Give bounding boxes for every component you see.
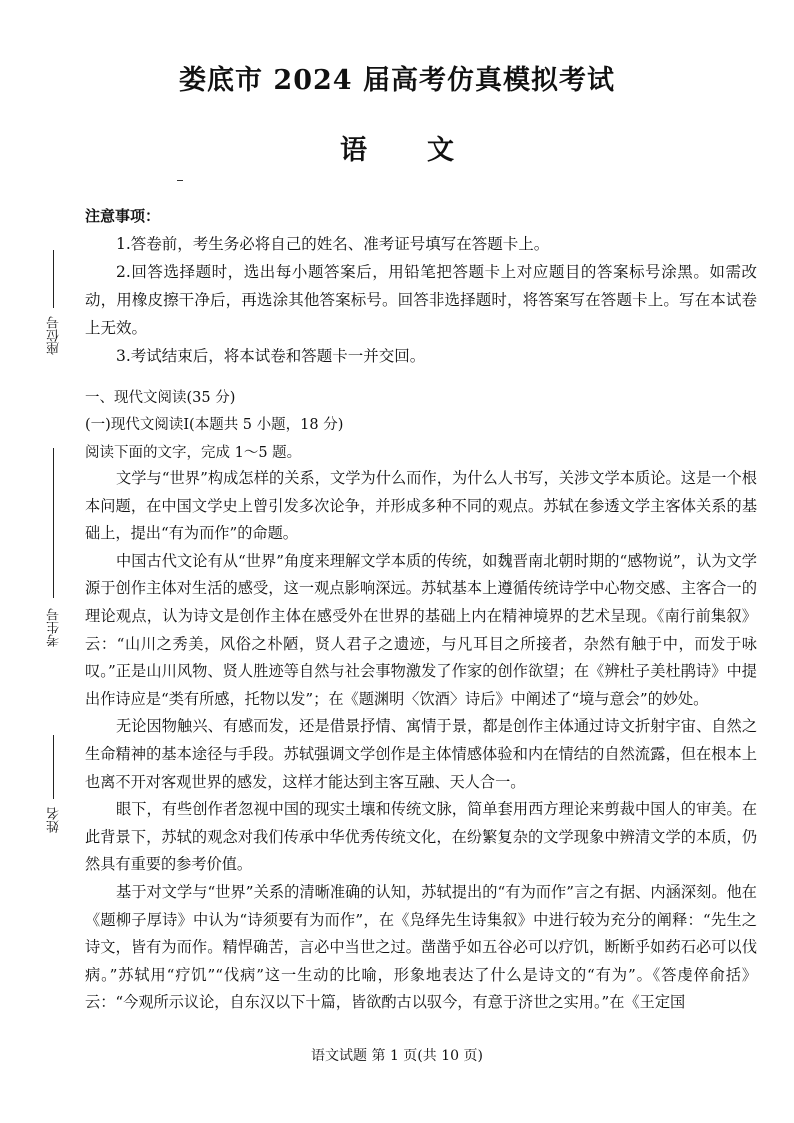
passage-paragraph: 文学与“世界”构成怎样的关系，文学为什么而作，为什么人书写，关涉文学本质论。这是一个根本问题，在中国文学史上曾引发多次论争，并形成多种不同的观点。苏轼在参透文学主客体关系的基础上，提出“有为而作”的命题。 (85, 469, 757, 543)
subject-title: 语文 (340, 135, 514, 166)
section-heading: 一、现代文阅读(35 分) (85, 390, 236, 406)
notice-item: 2.回答选择题时，选出每小题答案后，用铅笔把答题卡上对应题目的答案标号涂黑。如需改动，用橡皮擦干净后，再选涂其他答案标号。回答非选择题时，将答案写在答题卡上。写在本试卷上无效。 (85, 263, 757, 337)
seat-number-label: 座位号 (47, 316, 62, 355)
name-line (53, 735, 54, 799)
exam-number-line (53, 448, 54, 598)
notice-list (85, 230, 757, 370)
seat-number-field (42, 250, 66, 380)
notice-item: 1.答卷前，考生务必将自己的姓名、准考证号填写在答题卡上。 (116, 235, 550, 253)
notice-heading: 注意事项： (85, 207, 161, 225)
reading-passage (85, 465, 757, 1017)
subsection-heading: (一)现代文阅读Ⅰ(本题共 5 小题，18 分) (85, 417, 344, 433)
seat-number-line (53, 250, 54, 308)
passage-paragraph: 眼下，有些创作者忽视中国的现实土壤和传统文脉，简单套用西方理论来剪裁中国人的审美。在此背景下，苏轼的观念对我们传承中华优秀传统文化，在纷繁复杂的文学现象中辨清文学的本质，仍然具有重要的参考价值。 (85, 800, 757, 874)
name-label: 姓名 (47, 807, 62, 833)
name-field (42, 735, 66, 845)
exam-number-label: 考生号 (47, 608, 62, 647)
passage-paragraph: 无论因物触兴、有感而发，还是借景抒情、寓情于景，都是创作主体通过诗文折射宇宙、自然之生命精神的基本途径与手段。苏轼强调文学创作是主体情感体验和内在情结的自然流露，但在根本上也离不开对客观世界的感发，这样才能达到主客互融、天人合一。 (85, 717, 757, 791)
exam-number-field (42, 448, 66, 658)
exam-title: 娄底市 2024 届高考仿真模拟考试 (179, 65, 615, 96)
passage-paragraph: 中国古代文论有从“世界”角度来理解文学本质的传统，如魏晋南北朝时期的“感物说”，认为文学源于创作主体对生活的感受，这一观点影响深远。苏轼基本上遵循传统诗学中心物交感、主客合一的理论观点，认为诗文是创作主体在感受外在世界的基础上内在精神境界的艺术呈现。《南行前集叙》云：“山川之秀美，风俗之朴陋，贤人君子之遗迹，与凡耳目之所接者，杂然有触于中，而发于咏叹。”正是山川风物、贤人胜迹等自然与社会事物激发了作家的创作欲望；在《辨杜子美杜鹃诗》中提出作诗应是“类有所感，托物以发”；在《题渊明〈饮酒〉诗后》中阐述了“境与意会”的妙处。 (85, 551, 757, 708)
passage-paragraph: 基于对文学与“世界”关系的清晰准确的认知，苏轼提出的“有为而作”言之有据、内涵深刻。他在《题柳子厚诗》中认为“诗须要有为而作”，在《凫绎先生诗集叙》中进行较为充分的阐释：“先生之诗文，皆有为而作。精悍确苦，言必中当世之过。凿凿乎如五谷必可以疗饥，断断乎如药石必可以伐病。”苏轼用“疗饥”“伐病”这一生动的比喻，形象地表达了什么是诗文的“有为”。《答虔倅俞括》云：“今观所示议论，自东汉以下十篇，皆欲酌古以驭今，有意于济世之实用。”在《王定国 (85, 882, 757, 1012)
notice-item: 3.考试结束后，将本试卷和答题卡一并交回。 (116, 347, 426, 365)
page-footer: 语文试题 第 1 页(共 10 页) (311, 1048, 483, 1064)
print-mark (177, 180, 183, 181)
reading-instruction: 阅读下面的文字，完成 1～5 题。 (85, 445, 302, 461)
